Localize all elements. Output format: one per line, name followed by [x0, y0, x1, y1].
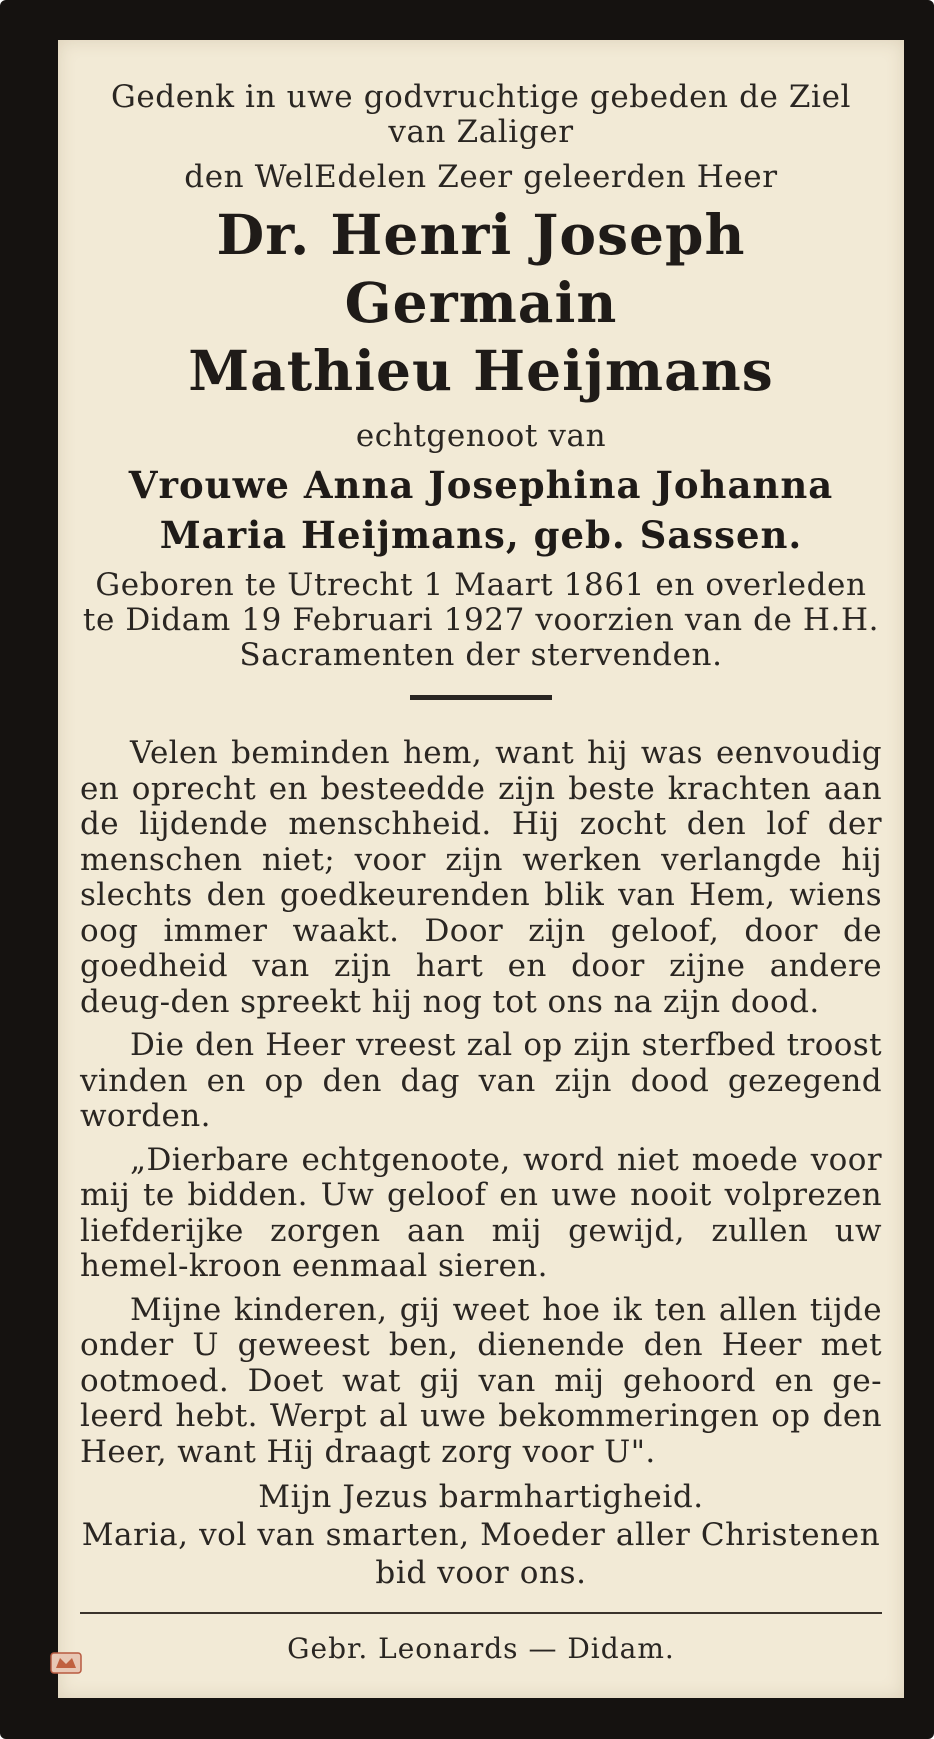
deceased-name-line-1: Dr. Henri Joseph Germain: [216, 202, 746, 335]
body-paragraph-4: Mijne kinderen, gij weet hoe ik ten allen tijde onder U geweest ben, dienende den Heer met ootmoed. Doet wat gij van mij gehoord en ge-leerd hebt. Werpt al uwe bekommeringen op den Heer, want Hij draagt zorg voor U".: [80, 1291, 882, 1470]
deceased-name: [80, 201, 882, 405]
header-block: [80, 80, 882, 195]
header-line-3: den WelEdelen Zeer geleerden Heer: [184, 159, 778, 195]
spouse-name-line-1: Vrouwe Anna Josephina Johanna: [128, 463, 834, 507]
body-paragraph-3: „Dierbare echtgenoote, word niet moede voor mij te bidden. Uw geloof en uwe nooit volprezen liefderijke zorgen aan mij gewijd, zullen uw hemel-kroon eenmaal sieren.: [80, 1141, 882, 1284]
prayers-block: [80, 1478, 882, 1592]
life-line-1: Geboren te Utrecht 1 Maart 1861 en overleden: [95, 567, 867, 603]
printer-credit: Gebr. Leonards — Didam.: [287, 1632, 675, 1665]
card-content: [80, 80, 882, 1592]
footer-rule: [80, 1612, 882, 1614]
body-paragraph-2: Die den Heer vreest zal op zijn sterfbed troost vinden en op den dag van zijn dood gezegend worden.: [80, 1027, 882, 1134]
library-stamp-icon: [48, 1650, 84, 1676]
body-paragraph-1: Velen beminden hem, want hij was eenvoudig en oprecht en besteedde zijn beste krachten aan de lijdende menschheid. Hij zocht den lof der menschen niet; voor zijn werken verlangde hij slechts den goedkeurenden blik van Hem, wiens oog immer waakt. Door zijn geloof, door de goedheid van zijn hart en door zijne andere deug-den spreekt hij nog tot ons na zijn dood.: [80, 735, 882, 1020]
section-divider: [410, 695, 552, 700]
spouse-block: [80, 419, 882, 560]
life-dates: [80, 568, 882, 673]
body-text: [80, 736, 882, 1470]
prayer-line-2: Maria, vol van smarten, Moeder aller Christenen: [81, 1517, 881, 1553]
life-line-2: te Didam 19 Februari 1927 voorzien van de H.H.: [82, 602, 880, 638]
card-paper: [58, 40, 904, 1698]
deceased-name-line-2: Mathieu Heijmans: [188, 338, 774, 403]
spouse-intro: echtgenoot van: [355, 418, 607, 454]
prayer-line-1: Mijn Jezus barmhartigheid.: [258, 1479, 704, 1515]
spouse-name-line-2: Maria Heijmans, geb. Sassen.: [159, 513, 803, 557]
header-line-1: Gedenk in uwe godvruchtige gebeden de Ziel: [110, 79, 852, 115]
header-line-2: van Zaliger: [388, 114, 574, 150]
prayer-line-3: bid voor ons.: [375, 1555, 587, 1591]
life-line-3: Sacramenten der stervenden.: [239, 637, 723, 673]
